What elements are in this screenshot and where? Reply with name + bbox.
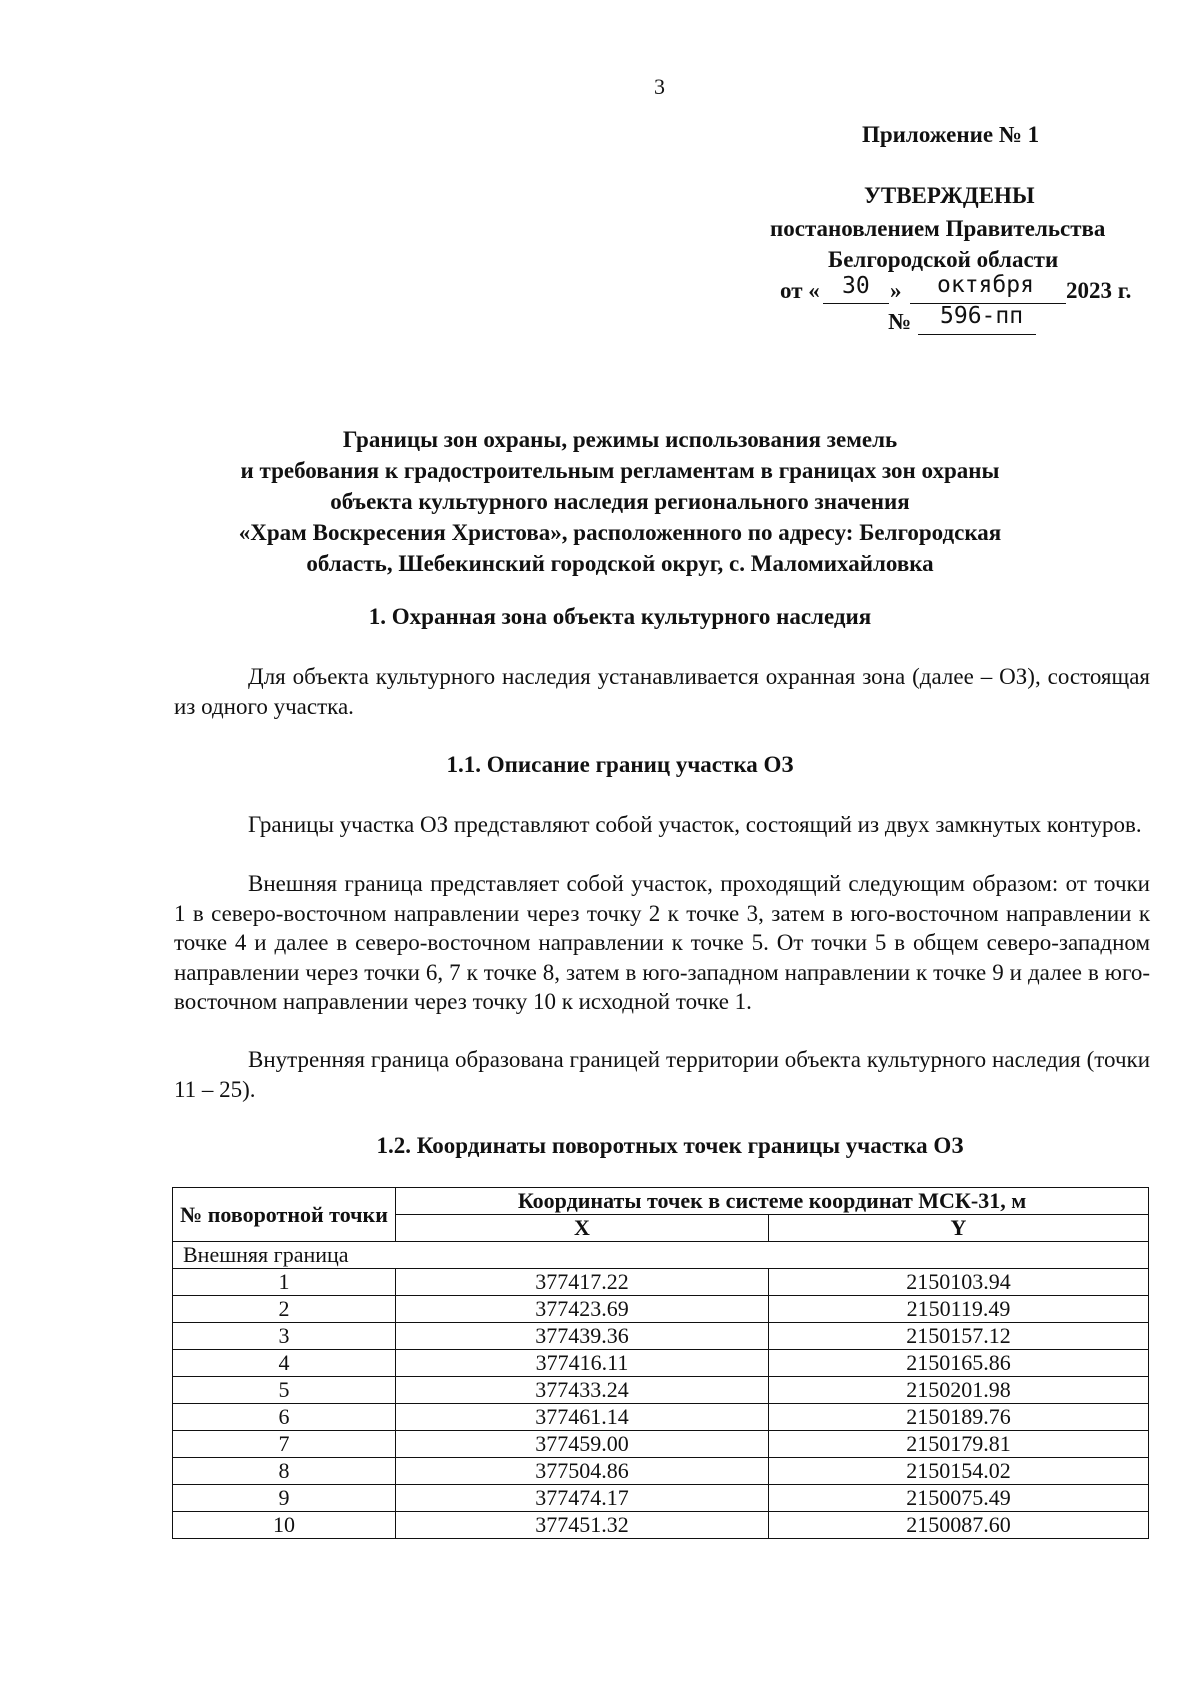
- cell-y: 2150103.94: [769, 1269, 1149, 1296]
- section-1-paragraph: Для объекта культурного наследия устанавливается охранная зона (далее – ОЗ), состоящая из одного участка.: [174, 664, 1150, 719]
- cell-n: 1: [173, 1269, 396, 1296]
- table-row: [173, 1323, 1149, 1350]
- table-row: [173, 1269, 1149, 1296]
- title-line-3: объекта культурного наследия регионального значения: [330, 489, 910, 514]
- table-row: [173, 1431, 1149, 1458]
- number-underline: [918, 334, 1036, 335]
- date-day: 30: [842, 273, 870, 299]
- cell-y: 2150165.86: [769, 1350, 1149, 1377]
- cell-n: 7: [173, 1431, 396, 1458]
- cell-x: 377433.24: [396, 1377, 769, 1404]
- section-1-1-paragraph-2: Внешняя граница представляет собой участок, проходящий следующим образом: от точки 1 в северо-восточном направлении через точку 2 к точке 3, затем в юго-восточном направлении к точке 4 и далее в северо-восточном направлении к точке 5. От точки 5 в общем северо-западном направлении через точки 6, 7 к точке 8, затем в юго-западном направлении к точке 9 и далее в юго-восточном направлении через точку 10 к исходной точке 1.: [174, 871, 1150, 1014]
- col-header-coords: Координаты точек в системе координат МСК-31, м: [396, 1188, 1149, 1215]
- approved-line-2: Белгородской области: [828, 247, 1059, 272]
- col-header-y: Y: [769, 1215, 1149, 1242]
- section-1-1-paragraph-1: Границы участка ОЗ представляют собой участок, состоящий из двух замкнутых контуров.: [248, 812, 1142, 837]
- cell-x: 377417.22: [396, 1269, 769, 1296]
- cell-y: 2150154.02: [769, 1458, 1149, 1485]
- cell-n: 9: [173, 1485, 396, 1512]
- col-header-point: № поворотной точки: [173, 1188, 396, 1242]
- cell-y: 2150179.81: [769, 1431, 1149, 1458]
- table-row: [173, 1296, 1149, 1323]
- document-title: [170, 424, 1070, 579]
- cell-x: 377451.32: [396, 1512, 769, 1539]
- approved-line-1: постановлением Правительства: [770, 216, 1106, 241]
- table-row: [173, 1404, 1149, 1431]
- date-prefix: от «: [780, 278, 820, 303]
- section-1-heading: 1. Охранная зона объекта культурного наследия: [368, 604, 872, 629]
- cell-n: 3: [173, 1323, 396, 1350]
- table-row: [173, 1512, 1149, 1539]
- group-label: Внешняя граница: [173, 1242, 1149, 1269]
- cell-n: 2: [173, 1296, 396, 1323]
- cell-n: 6: [173, 1404, 396, 1431]
- appendix-label: Приложение № 1: [862, 122, 1040, 147]
- cell-n: 10: [173, 1512, 396, 1539]
- cell-x: 377474.17: [396, 1485, 769, 1512]
- title-line-1: Границы зон охраны, режимы использования земель: [342, 427, 898, 452]
- cell-n: 5: [173, 1377, 396, 1404]
- cell-n: 4: [173, 1350, 396, 1377]
- table-row: [173, 1485, 1149, 1512]
- date-year: 2023 г.: [1066, 278, 1132, 303]
- cell-x: 377461.14: [396, 1404, 769, 1431]
- title-line-4: «Храм Воскресения Христова», расположенного по адресу: Белгородская: [238, 520, 1002, 545]
- cell-x: 377439.36: [396, 1323, 769, 1350]
- page-number: 3: [654, 74, 665, 99]
- cell-y: 2150119.49: [769, 1296, 1149, 1323]
- number-value: 596-пп: [940, 303, 1024, 329]
- table-row: [173, 1458, 1149, 1485]
- table-row: [173, 1377, 1149, 1404]
- approved-title: УТВЕРЖДЕНЫ: [864, 183, 1035, 208]
- cell-x: 377504.86: [396, 1458, 769, 1485]
- cell-y: 2150201.98: [769, 1377, 1149, 1404]
- cell-y: 2150087.60: [769, 1512, 1149, 1539]
- cell-y: 2150189.76: [769, 1404, 1149, 1431]
- date-mid: »: [890, 278, 902, 303]
- table-row: [173, 1350, 1149, 1377]
- section-1-2-heading: 1.2. Координаты поворотных точек границы участка ОЗ: [376, 1133, 964, 1158]
- date-day-underline: [823, 303, 889, 304]
- date-month: октября: [937, 272, 1034, 298]
- section-1-1-paragraph-3: Внутренняя граница образована границей территории объекта культурного наследия (точки 11 – 25).: [174, 1047, 1150, 1102]
- number-prefix: №: [888, 309, 912, 334]
- coordinates-table: [172, 1187, 1149, 1539]
- cell-y: 2150075.49: [769, 1485, 1149, 1512]
- section-1-1-heading: 1.1. Описание границ участка ОЗ: [446, 752, 794, 777]
- cell-x: 377459.00: [396, 1431, 769, 1458]
- group-row: [173, 1242, 1149, 1269]
- cell-n: 8: [173, 1458, 396, 1485]
- col-header-x: X: [396, 1215, 769, 1242]
- cell-y: 2150157.12: [769, 1323, 1149, 1350]
- cell-x: 377416.11: [396, 1350, 769, 1377]
- title-line-2: и требования к градостроительным регламентам в границах зон охраны: [240, 458, 1000, 483]
- title-line-5: область, Шебекинский городской округ, с. Маломихайловка: [306, 551, 934, 576]
- cell-x: 377423.69: [396, 1296, 769, 1323]
